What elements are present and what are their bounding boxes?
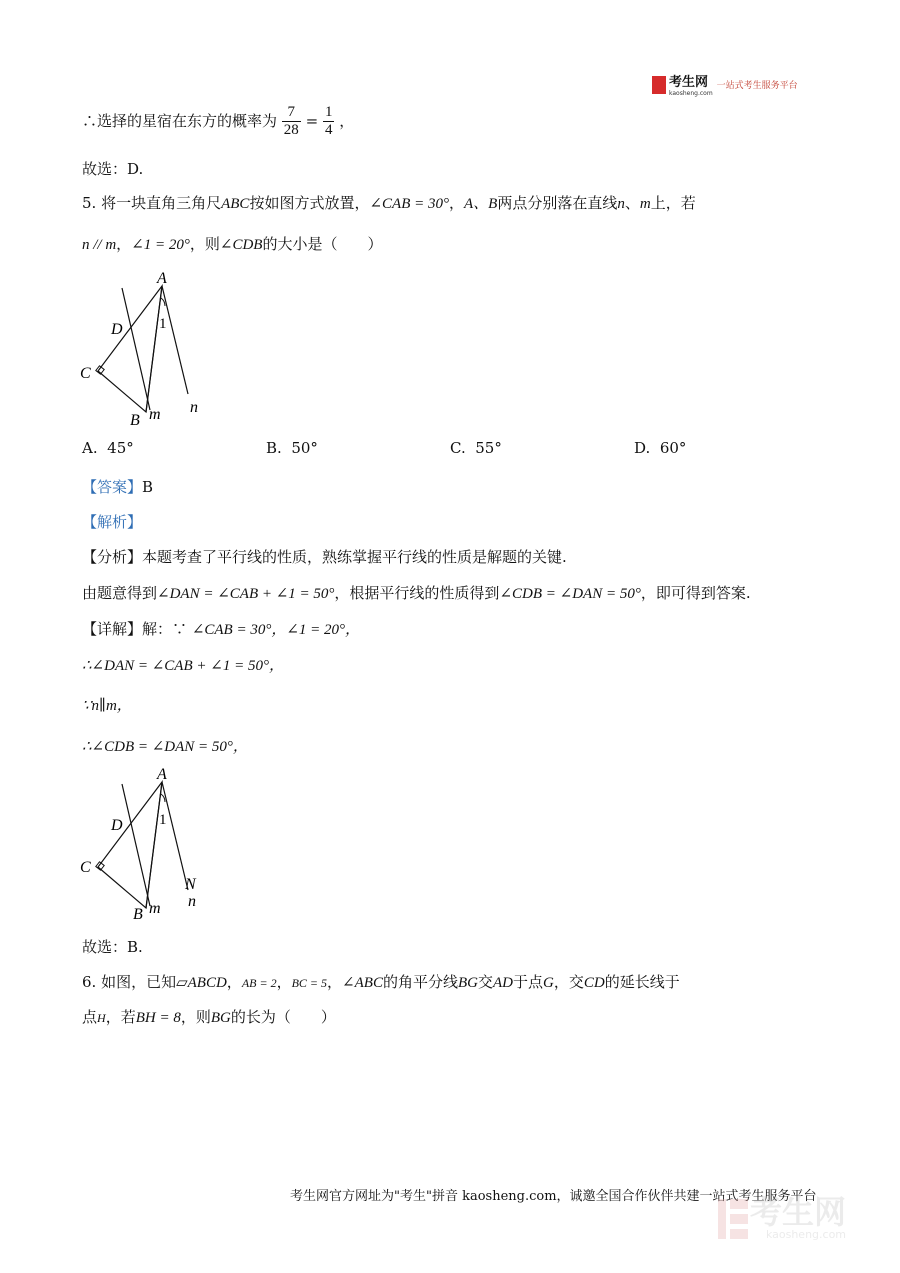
fenxi-text: 本题考查了平行线的性质，熟练掌握平行线的性质是解题的关键. [142, 548, 567, 566]
q4-conclusion-text: ∴选择的星宿在东方的概率为 [82, 111, 278, 130]
q5-text: 、 [624, 194, 640, 212]
punct: ， [339, 111, 355, 130]
answer-line [82, 476, 153, 497]
q6-text: 点 [82, 1008, 98, 1026]
label-1: 1 [159, 316, 167, 332]
option-value: 50° [291, 439, 318, 457]
step4: ∴∠CDB = ∠DAN = 50°， [82, 739, 248, 755]
reason-line [82, 582, 751, 603]
analysis-label: 【解析】 [82, 513, 143, 531]
q6-h: H [97, 1011, 106, 1025]
q4-choice: 故选：D. [82, 160, 144, 178]
q5-angle-1: ∠1 = 20° [131, 237, 190, 253]
reason-text: ，即可得到答案. [640, 584, 751, 602]
reason-eq1: ∠DAN = ∠CAB + ∠1 = 50° [157, 586, 335, 602]
frac-den: 28 [283, 122, 299, 139]
q5-line-m: m [639, 196, 651, 212]
fenxi-label: 【分析】 [82, 548, 143, 566]
q6-bc: BC = 5 [291, 976, 328, 990]
q6-ab: AB = 2 [241, 976, 277, 990]
logo-mark-icon [652, 76, 666, 94]
q5-choice: 故选：B. [82, 938, 143, 956]
option-value: 60° [659, 439, 687, 457]
angle-arc [161, 298, 165, 306]
q6-ad: AD [492, 975, 513, 991]
line-n [162, 286, 188, 394]
step3: ∵n∥m， [82, 698, 132, 714]
q5-angle-cdb: ∠CDB [219, 237, 263, 253]
q5-line-n: n [617, 196, 625, 212]
q5-points-ab: A、B [464, 196, 498, 212]
xiangjie-line [82, 618, 360, 639]
option-b [266, 439, 318, 457]
q5-solution-figure [76, 762, 216, 928]
option-c [450, 439, 502, 457]
label-n: n [190, 399, 198, 416]
q6-cd: CD [583, 975, 605, 991]
q5-abc: ABC [221, 196, 250, 212]
q5-text: 按如图方式放置， [249, 194, 370, 212]
label-m: m [149, 900, 161, 917]
q5-angle-cab: ∠CAB = 30° [369, 196, 449, 212]
q5-text: ， [448, 194, 464, 212]
label-n: n [188, 893, 196, 910]
step2: ∴∠DAN = ∠CAB + ∠1 = 50°， [82, 658, 284, 674]
q6-g: G [543, 975, 554, 991]
q6-text: ，若 [105, 1008, 136, 1026]
q5-stem-line2: n // m，∠1 = 20°，则∠CDB的大小是（ ） [82, 235, 383, 253]
q6-text: ，则 [180, 1008, 211, 1026]
q5-parallel: n // m [82, 237, 117, 253]
q5-figure [76, 266, 216, 432]
fraction-7-28 [282, 104, 301, 140]
angle-arc [161, 794, 165, 802]
q5-text: 5. 将一块直角三角尺 [82, 194, 222, 212]
option-label: C. [450, 439, 466, 457]
option-a [82, 439, 134, 457]
q6-text: 的延长线于 [604, 973, 680, 991]
label-a: A [157, 270, 167, 287]
reason-eq2: ∠CDB = ∠DAN = 50° [499, 586, 641, 602]
q6-text: 的长为（ ） [230, 1008, 336, 1026]
q6-line2 [82, 1006, 336, 1027]
frac-den: 4 [324, 122, 333, 139]
answer-value: B [142, 478, 154, 496]
option-label: D. [634, 439, 651, 457]
option-label: B. [266, 439, 282, 457]
q5-text: 两点分别落在直线 [497, 194, 618, 212]
reason-text: ，根据平行线的性质得到 [334, 584, 500, 602]
label-capital-n: N [185, 876, 196, 893]
label-d: D [111, 817, 123, 834]
footer-text: 考生网官方网址为"考生"拼音 kaosheng.com，诚邀全国合作伙伴共建一站式考生服务平台 [290, 1189, 817, 1204]
line-n [162, 782, 188, 890]
line-m [122, 784, 150, 906]
q6-angle-abc: ∠ABC [342, 975, 383, 991]
label-d: D [111, 321, 123, 338]
q5-text: 的大小是（ ） [262, 235, 383, 253]
answer-label: 【答案】 [82, 478, 143, 496]
q6-bh: BH = 8 [135, 1010, 181, 1026]
logo-name: 考生网 [669, 75, 709, 90]
q5-text: 上，若 [650, 194, 696, 212]
logo-tagline: 一站式考生服务平台 [716, 81, 798, 91]
header-logo [652, 72, 798, 97]
option-label: A. [82, 439, 98, 457]
label-b: B [130, 412, 140, 429]
q5-text: ，则 [189, 235, 220, 253]
logo-domain: kaosheng.com [669, 90, 713, 97]
equals-sign: = [305, 111, 319, 130]
option-d [634, 439, 686, 457]
option-value: 55° [475, 439, 502, 457]
step1-eq: ∠CAB = 30°，∠1 = 20°， [191, 622, 361, 638]
q6-text: 的角平分线 [382, 973, 458, 991]
frac-num: 1 [323, 104, 335, 122]
triangle-abc [98, 286, 162, 412]
label-a: A [157, 766, 167, 783]
watermark-domain: kaosheng.com [765, 1228, 847, 1241]
q6-bg: BG [210, 1010, 231, 1026]
frac-num: 7 [282, 104, 301, 122]
q6-bg: BG [457, 975, 478, 991]
line-m [122, 288, 150, 410]
label-c: C [80, 365, 91, 382]
q4-conclusion [82, 104, 354, 140]
label-b: B [133, 906, 143, 923]
fraction-1-4 [323, 104, 335, 140]
xiangjie-start: 解：∵ [142, 620, 188, 638]
option-value: 45° [107, 439, 134, 457]
fenxi-line [82, 546, 567, 567]
q6-text: ，交 [553, 973, 584, 991]
q6-line1: 6. 如图，已知▱ABCD，AB = 2，BC = 5，∠ABC的角平分线BG交AD于点G，交CD的延长线于 [82, 973, 680, 991]
q6-text: 于点 [512, 973, 543, 991]
q6-text: 交 [477, 973, 493, 991]
label-c: C [80, 859, 91, 876]
xiangjie-label: 【详解】 [82, 620, 143, 638]
q6-abcd: ABCD [187, 975, 227, 991]
q6-text: 6. 如图，已知▱ [82, 973, 188, 991]
watermark [716, 1193, 847, 1241]
label-m: m [149, 406, 161, 423]
watermark-name: 考生网 [750, 1193, 847, 1231]
reason-text: 由题意得到 [82, 584, 158, 602]
label-1: 1 [159, 812, 167, 828]
watermark-logo-icon [716, 1197, 750, 1241]
q5-stem-line1 [82, 192, 696, 213]
triangle-abc [98, 782, 162, 908]
